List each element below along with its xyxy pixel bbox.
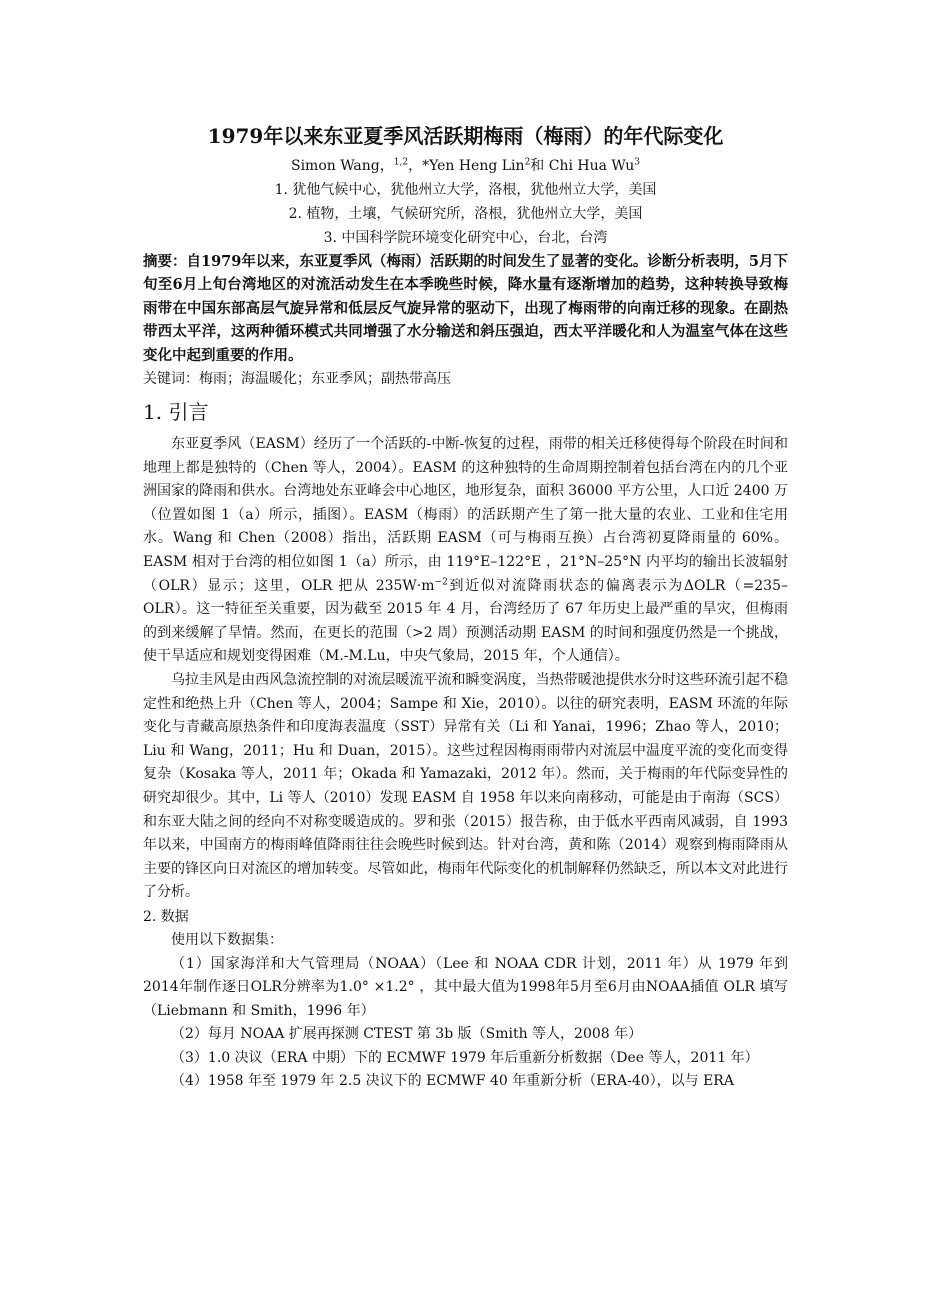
- intro-paragraph-1-part-b: 到近似对流降雨状态的偏离表示为ΔOLR（=235–OLR）。这一特征至关重要，因为截至 2015 年 4 月，台湾经历了 67 年历史上最严重的旱灾，但梅雨的到来缓解了旱情。然而，在更长的范围（>2 周）预测活动期 EASM 的时间和强度仍然是一个挑战，使干旱适应和规划变得困难（M.-M.Lu，中央气象局，2015 年，个人通信）。: [143, 577, 788, 665]
- affiliation-2: 2. 植物，土壤，气候研究所，洛根，犹他州立大学，美国: [288, 206, 643, 222]
- intro-paragraph-1-part-a: 东亚夏季风（EASM）经历了一个活跃的-中断-恢复的过程，雨带的相关迁移使得每个阶段在时间和地理上都是独特的（Chen 等人，2004）。EASM 的这种独特的生命周期控制着包括台湾在内的几个亚洲国家的降雨和供水。台湾地处东亚峰会中心地区，地形复杂，面积 36000 平方公里，人口近 2400 万（位置如图 1（a）所示，插图）。EASM（梅雨）的活跃期产生了第一批大量的农业、工业和住宅用水。Wang 和 Chen（2008）指出，活跃期 EASM（可与梅雨互换）占台湾初夏降雨量的 60%。EASM 相对于台湾的相位如图 1（a）所示，由 119°E–122°E ，21°N–25°N 内平均的输出长波辐射（OLR）显示；这里，OLR 把从 235W·m: [143, 436, 788, 594]
- author-3: 和 Chi Hua Wu: [530, 158, 635, 174]
- paper-title: 1979年以来东亚夏季风活跃期梅雨（梅雨）的年代际变化: [207, 124, 724, 148]
- intro-paragraph-1: [143, 433, 788, 669]
- section-1-heading: 1. 引言: [143, 400, 209, 425]
- author-1-affil: 1,2: [393, 157, 409, 168]
- dataset-item-1: （1）国家海洋和大气管理局（NOAA）（Lee 和 NOAA CDR 计划，2011 年）从 1979 年到2014年制作逐日OLR分辨率为1.0° ×1.2° ，其中最大值为1998年5月至6月由NOAA插值 OLR 填写（Liebmann 和 Smith，1996 年）: [143, 955, 788, 1019]
- author-2: *Yen Heng Lin: [422, 158, 525, 174]
- dataset-item-3: （3）1.0 决议（ERA 中期）下的 ECMWF 1979 年后重新分析数据（Dee 等人，2011 年）: [171, 1049, 759, 1066]
- author-separator: ，: [408, 158, 423, 174]
- data-intro: 使用以下数据集：: [171, 931, 283, 948]
- author-line: [143, 154, 788, 178]
- author-2-affil: 2: [524, 157, 531, 168]
- author-3-affil: 3: [634, 157, 640, 168]
- affiliation-1: 1. 犹他气候中心，犹他州立大学，洛根，犹他州立大学，美国: [274, 182, 657, 198]
- paper-page: [143, 112, 788, 1094]
- keywords: 关键词：梅雨；海温暖化；东亚季风；副热带高压: [143, 371, 451, 388]
- intro-paragraph-2: 乌拉圭风是由西风急流控制的对流层暖流平流和瞬变涡度，当热带暖池提供水分时这些环流引起不稳定性和绝热上升（Chen 等人，2004；Sampe 和 Xie，2010）。以往的研究表明，EASM 环流的年际变化与青藏高原热条件和印度海表温度（SST）异常有关（Li 和 Yanai，1996；Zhao 等人，2010；Liu 和 Wang，2011；Hu 和 Duan，2015）。这些过程因梅雨雨带内对流层中温度平流的变化而变得复杂（Kosaka 等人，2011 年；Okada 和 Yamazaki，2012 年）。然而，关于梅雨的年代际变异性的研究却很少。其中，Li 等人（2010）发现 EASM 自 1958 年以来向南移动，可能是由于南海（SCS）和东亚大陆之间的经向不对称变暖造成的。罗和张（2015）报告称，由于低水平西南风减弱，自 1993 年以来，中国南方的梅雨峰值降雨往往会晚些时候到达。针对台湾，黄和陈（2014）观察到梅雨降雨从主要的锋区向日对流区的增加转变。尽管如此，梅雨年代际变化的机制解释仍然缺乏，所以本文对此进行了分析。: [143, 671, 788, 901]
- unit-exponent: −2: [434, 576, 448, 587]
- dataset-item-2: （2）每月 NOAA 扩展再探测 CTEST 第 3b 版（Smith 等人，2008 年）: [171, 1026, 643, 1043]
- abstract: 摘要：自1979年以来，东亚夏季风（梅雨）活跃期的时间发生了显著的变化。诊断分析表明，5月下旬至6月上旬台湾地区的对流活动发生在本季晚些时候，降水量有逐渐增加的趋势，这种转换导致梅雨带在中国东部高层气旋异常和低层反气旋异常的驱动下，出现了梅雨带的向南迁移的现象。在副热带西太平洋，这两种循环模式共同增强了水分输送和斜压强迫，西太平洋暖化和人为温室气体在这些变化中起到重要的作用。: [143, 253, 788, 364]
- affiliation-3: 3. 中国科学院环境变化研究中心，台北，台湾: [323, 230, 608, 246]
- author-1: Simon Wang，: [290, 158, 394, 174]
- dataset-item-4: （4）1958 年至 1979 年 2.5 决议下的 ECMWF 40 年重新分析（ERA-40），以与 ERA: [171, 1073, 734, 1090]
- section-2-heading: 2. 数据: [143, 908, 189, 925]
